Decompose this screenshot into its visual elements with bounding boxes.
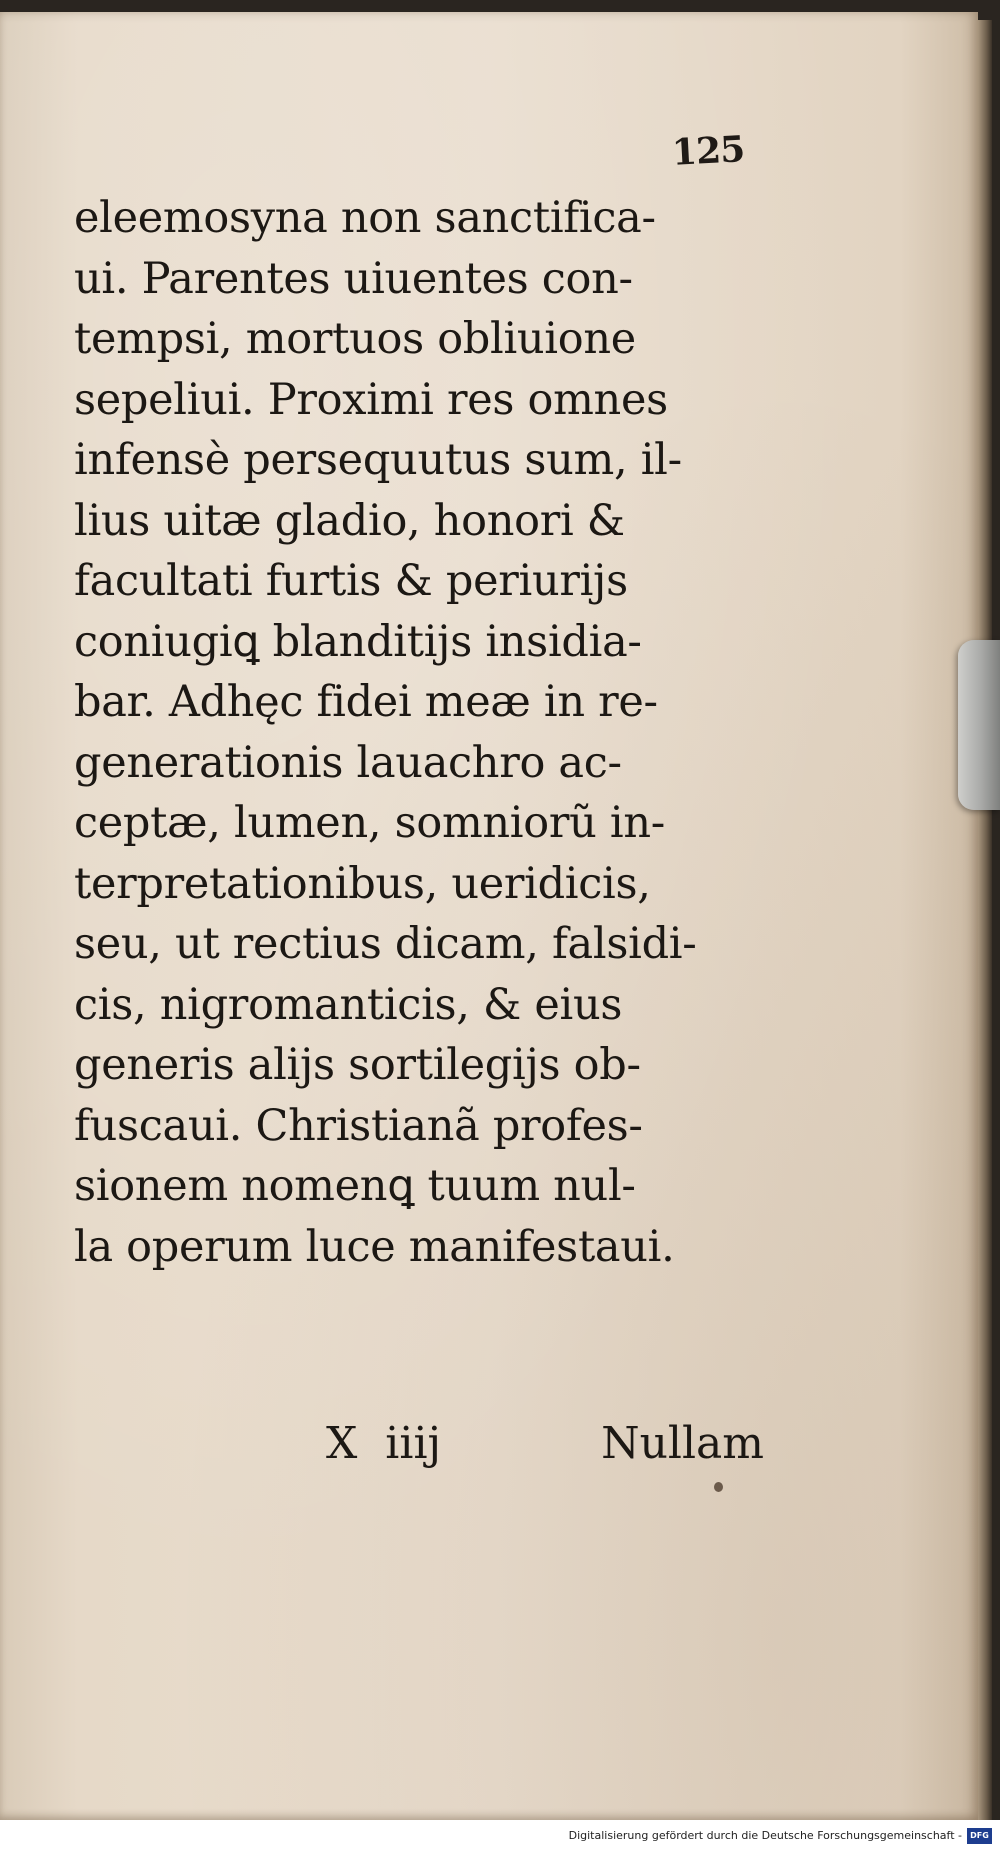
text-line: infensè persequutus sum, il- (74, 435, 682, 485)
catchword: Nullam (601, 1418, 764, 1469)
text-line: generis alijs sortilegijs ob- (74, 1040, 641, 1090)
page-number: 125 (670, 128, 746, 174)
text-line: ui. Parentes uiuentes con- (74, 253, 633, 304)
text-line: ceptæ, lumen, somniorũ in- (74, 798, 665, 848)
text-line: terpretationibus, ueridicis, (74, 858, 651, 909)
text-line: sionem nomenꝗ tuum nul- (74, 1161, 636, 1211)
text-block (74, 188, 774, 1277)
dfg-logo: DFG (967, 1828, 992, 1844)
text-line: eleemosyna non sanctifica- (74, 193, 656, 243)
signature-mark: X iiij (326, 1418, 442, 1469)
ink-spot (714, 1482, 723, 1492)
text-line: cis, nigromanticis, & eius (74, 979, 623, 1030)
text-line: fuscaui. Christianã profes- (74, 1100, 643, 1151)
catchline (74, 1414, 764, 1474)
text-line: tempsi, mortuos obliuione (74, 314, 636, 364)
text-line: facultati furtis & periurijs (74, 556, 628, 606)
text-line: generationis lauachro ac- (74, 737, 622, 788)
paper-page (0, 12, 978, 1820)
text-line: lius uitæ gladio, honori & (74, 495, 625, 546)
page-edge (978, 20, 992, 1820)
footer-bar (0, 1820, 1000, 1853)
digitization-credit: Digitalisierung gefördert durch die Deutsche Forschungsgemeinschaft - (568, 1829, 962, 1842)
text-line: seu, ut rectius dicam, falsidi- (74, 919, 697, 969)
text-line: bar. Adhęc fidei meæ in re- (74, 677, 658, 727)
text-line: coniugiꝗ blanditijs insidia- (74, 616, 642, 667)
text-line: la operum luce manifestaui. (74, 1221, 675, 1272)
page-clip (958, 640, 1000, 810)
text-line: sepeliui. Proximi res omnes (74, 374, 668, 425)
